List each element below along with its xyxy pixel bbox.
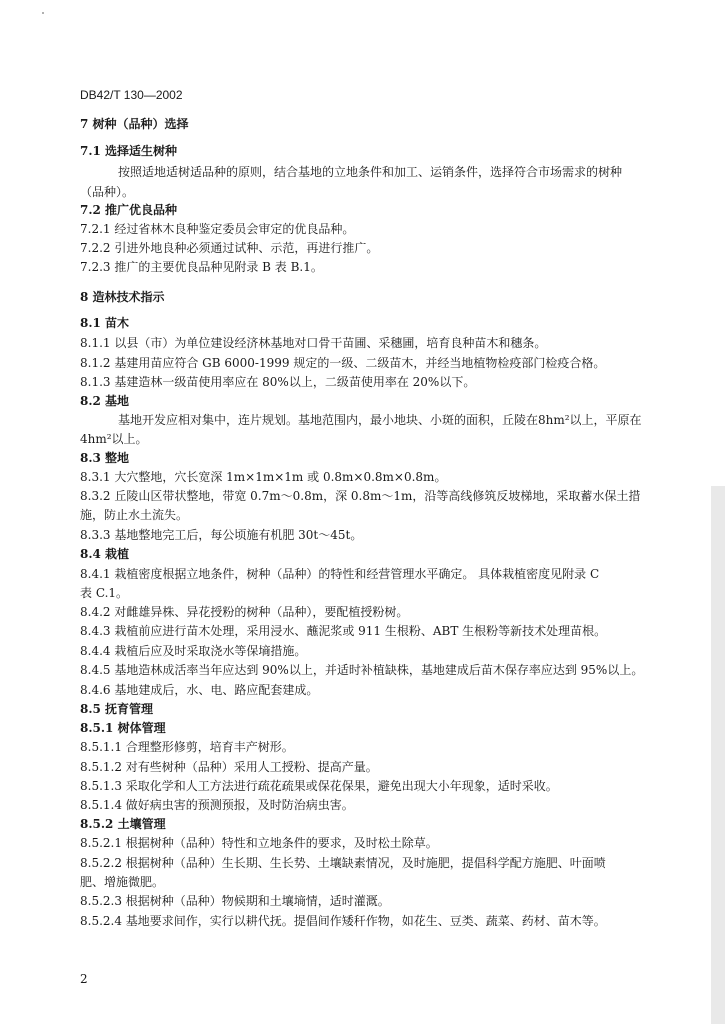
subsection-heading: 8.5.2 土壤管理 <box>80 817 166 831</box>
clause-line: 8.5.1.4 做好病虫害的预测预报，及时防治病虫害。 <box>80 798 354 812</box>
clause-line: 8.1.3 基建造林一级苗使用率应在 80%以上，二级苗使用率在 20%以下。 <box>80 375 476 389</box>
clause-line: 肥、增施微肥。 <box>80 875 165 889</box>
paragraph-line: 按照适地适树适品种的原则，结合基地的立地条件和加工、运销条件，选择符合市场需求的树种 <box>118 165 623 179</box>
paragraph-line: （品种）。 <box>80 185 135 199</box>
section-heading: 8 造林技术指示 <box>80 290 165 304</box>
subsection-heading: 8.1 苗木 <box>80 316 130 330</box>
scan-edge-shadow <box>711 486 725 1024</box>
clause-line: 施，防止水土流失。 <box>80 508 189 522</box>
paragraph-line: 基地开发应相对集中，连片规划。基地范围内，最小地块、小斑的面积，丘陵在8hm²以上，平原在 <box>118 413 642 427</box>
clause-line: 8.5.2.4 基地要求间作，实行以耕代抚。提倡间作矮秆作物，如花生、豆类、蔬菜、药材、苗木等。 <box>80 914 606 928</box>
clause-line: 8.3.3 基地整地完工后，每公顷施有机肥 30t～45t。 <box>80 528 363 542</box>
clause-line: 8.4.6 基地建成后，水、电、路应配套建成。 <box>80 683 319 697</box>
clause-line: 8.4.3 栽植前应进行苗木处理，采用浸水、蘸泥浆或 911 生根粉、ABT 生根粉等新技术处理苗根。 <box>80 624 607 638</box>
clause-line: 7.2.2 引进外地良种必须通过试种、示范，再进行推广。 <box>80 241 379 255</box>
clause-line: 8.1.2 基建用苗应符合 GB 6000-1999 规定的一级、二级苗木，并经当地植物检疫部门检疫合格。 <box>80 356 606 370</box>
clause-line: 8.4.5 基地造林成活率当年应达到 90%以上，并适时补植缺株，基地建成后苗木保存率应达到 95%以上。 <box>80 663 644 677</box>
clause-line: 8.5.2.3 根据树种（品种）物候期和土壤墒情，适时灌溉。 <box>80 894 390 908</box>
subsection-heading: 7.1 选择适生树种 <box>80 144 178 158</box>
clause-line: 8.3.1 大穴整地，穴长宽深 1m×1m×1m 或 0.8m×0.8m×0.8m。 <box>80 470 447 484</box>
clause-line: 8.4.4 栽植后应及时采取浇水等保墒措施。 <box>80 644 307 658</box>
doc-header: DB42/T 130—2002 <box>80 88 183 102</box>
clause-line: 7.2.1 经过省林木良种鉴定委员会审定的优良品种。 <box>80 222 355 236</box>
clause-line: 8.5.1.2 对有些树种（品种）采用人工授粉、提高产量。 <box>80 760 378 774</box>
clause-line: 8.5.2.1 根据树种（品种）特性和立地条件的要求，及时松土除草。 <box>80 836 438 850</box>
clause-line: 8.5.1.1 合理整形修剪，培育丰产树形。 <box>80 740 294 754</box>
scan-speck <box>42 12 44 14</box>
clause-line: 8.4.2 对雌雄异株、异花授粉的树种（品种），要配植授粉树。 <box>80 605 409 619</box>
page-number: 2 <box>80 972 88 986</box>
subsection-heading: 8.4 栽植 <box>80 547 130 561</box>
clause-line: 8.3.2 丘陵山区带状整地，带宽 0.7m～0.8m，深 0.8m～1m，沿等高线修筑反坡梯地，采取蓄水保土措 <box>80 489 641 503</box>
subsection-heading: 8.5 抚育管理 <box>80 702 154 716</box>
clause-line: 7.2.3 推广的主要优良品种见附录 B 表 B.1。 <box>80 260 323 274</box>
subsection-heading: 8.5.1 树体管理 <box>80 721 166 735</box>
subsection-heading: 7.2 推广优良品种 <box>80 203 178 217</box>
clause-line: 8.1.1 以县（市）为单位建设经济林基地对口骨干苗圃、采穗圃，培育良种苗木和穗条。 <box>80 336 547 350</box>
section-heading: 7 树种（品种）选择 <box>80 117 189 131</box>
subsection-heading: 8.2 基地 <box>80 394 130 408</box>
clause-line: 8.5.1.3 采取化学和人工方法进行疏花疏果或保花保果，避免出现大小年现象，适时采收。 <box>80 779 558 793</box>
clause-line: 8.5.2.2 根据树种（品种）生长期、生长势、土壤缺素情况，及时施肥，提倡科学配方施肥、叶面喷 <box>80 856 606 870</box>
paragraph-line: 4hm²以上。 <box>80 432 148 446</box>
clause-line: 表 C.1。 <box>80 586 129 600</box>
subsection-heading: 8.3 整地 <box>80 451 130 465</box>
clause-line: 8.4.1 栽植密度根据立地条件，树种（品种）的特性和经营管理水平确定。 具体栽植密度见附录 C <box>80 567 600 581</box>
